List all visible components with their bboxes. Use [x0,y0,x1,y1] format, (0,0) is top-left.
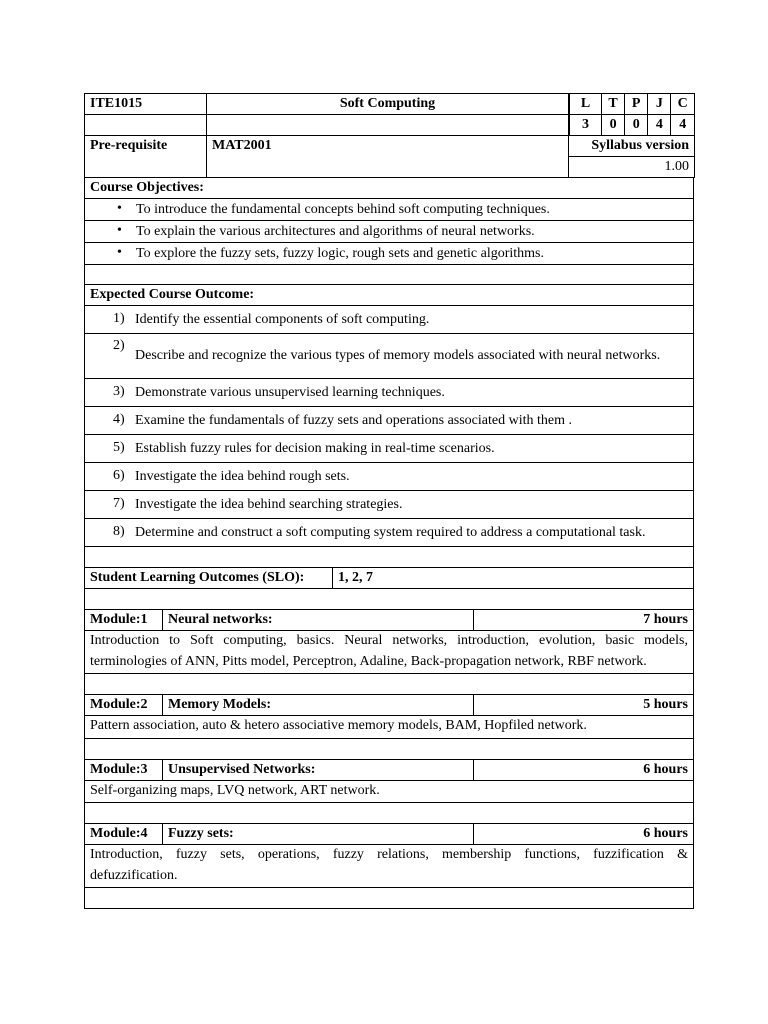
slo-table [84,567,694,589]
outcome-item: 7) Investigate the idea behind searching strategies. [85,491,694,519]
bullet-icon: • [117,201,122,216]
module-hours: 7 hours [474,610,694,631]
ltpjc-label-j: J [648,94,671,115]
ltpjc-value-c: 4 [671,115,694,136]
outcome-item: 4) Examine the fundamentals of fuzzy sets and operations associated with them . [85,407,694,435]
syllabus-version-value: 1.00 [569,157,695,178]
module-hours: 6 hours [474,759,694,780]
module-title: Unsupervised Networks: [163,759,474,780]
objective-item: • To introduce the fundamental concepts behind soft computing techniques. [85,199,694,221]
objective-item: • To explain the various architectures and algorithms of neural networks. [85,221,694,243]
module-table [84,609,694,695]
outcome-item: 3) Demonstrate various unsupervised learning techniques. [85,379,694,407]
objectives-outcomes-table [84,177,694,568]
syllabus-version-label: Syllabus version [569,136,695,157]
module-label: Module:3 [85,759,163,780]
module-title: Memory Models: [163,695,474,716]
syllabus-sheet [84,93,694,909]
blank-row [85,888,694,909]
module-title: Neural networks: [163,610,474,631]
bullet-icon: • [117,245,122,260]
module-table [84,759,694,825]
module-table [84,823,694,909]
course-title: Soft Computing [207,94,569,115]
outcome-item: 1) Identify the essential components of soft computing. [85,306,694,334]
module-description: Self-organizing maps, LVQ network, ART network. [85,780,694,803]
outcome-item: 8) Determine and construct a soft computing system required to address a computational task. [85,519,694,547]
ltpjc-grid [569,94,694,135]
blank-row [85,674,694,695]
blank-cell [85,115,207,136]
ltpjc-label-c: C [671,94,694,115]
ltpjc-cell [569,94,695,136]
blank-cell [207,115,569,136]
blank-row [85,547,694,568]
slo-label: Student Learning Outcomes (SLO): [85,568,333,589]
module-label: Module:2 [85,695,163,716]
blank-row [85,265,694,285]
ltpjc-value-t: 0 [602,115,625,136]
objectives-heading: Course Objectives: [85,178,694,199]
spacer-table [84,588,694,610]
ltpjc-label-p: P [625,94,648,115]
module-label: Module:1 [85,610,163,631]
prerequisite-label: Pre-requisite [85,136,207,178]
module-hours: 6 hours [474,824,694,845]
module-description: Introduction, fuzzy sets, operations, fuzzy relations, membership functions, fuzzification & defuzzification. [85,845,694,888]
ltpjc-value-j: 4 [648,115,671,136]
ltpjc-value-l: 3 [570,115,602,136]
outcome-item: 6) Investigate the idea behind rough sets. [85,463,694,491]
module-label: Module:4 [85,824,163,845]
outcome-item: 2) Describe and recognize the various types of memory models associated with neural networks. [85,334,694,379]
outcomes-heading: Expected Course Outcome: [85,285,694,306]
module-hours: 5 hours [474,695,694,716]
blank-row [85,803,694,824]
objective-item: • To explore the fuzzy sets, fuzzy logic, rough sets and genetic algorithms. [85,243,694,265]
blank-row [85,589,694,610]
ltpjc-label-t: T [602,94,625,115]
module-title: Fuzzy sets: [163,824,474,845]
module-description: Introduction to Soft computing, basics. Neural networks, introduction, evolution, basic models, terminologies of ANN, Pitts model, Perceptron, Adaline, Back-propagation network, RBF network. [85,631,694,674]
course-code: ITE1015 [85,94,207,115]
blank-row [85,738,694,759]
module-description: Pattern association, auto & hetero associative memory models, BAM, Hopfiled network. [85,716,694,739]
module-table [84,694,694,760]
course-header-table [84,93,695,178]
ltpjc-value-p: 0 [625,115,648,136]
prerequisite-value: MAT2001 [207,136,569,178]
outcome-item: 5) Establish fuzzy rules for decision making in real-time scenarios. [85,435,694,463]
ltpjc-label-l: L [570,94,602,115]
slo-value: 1, 2, 7 [333,568,694,589]
bullet-icon: • [117,223,122,238]
